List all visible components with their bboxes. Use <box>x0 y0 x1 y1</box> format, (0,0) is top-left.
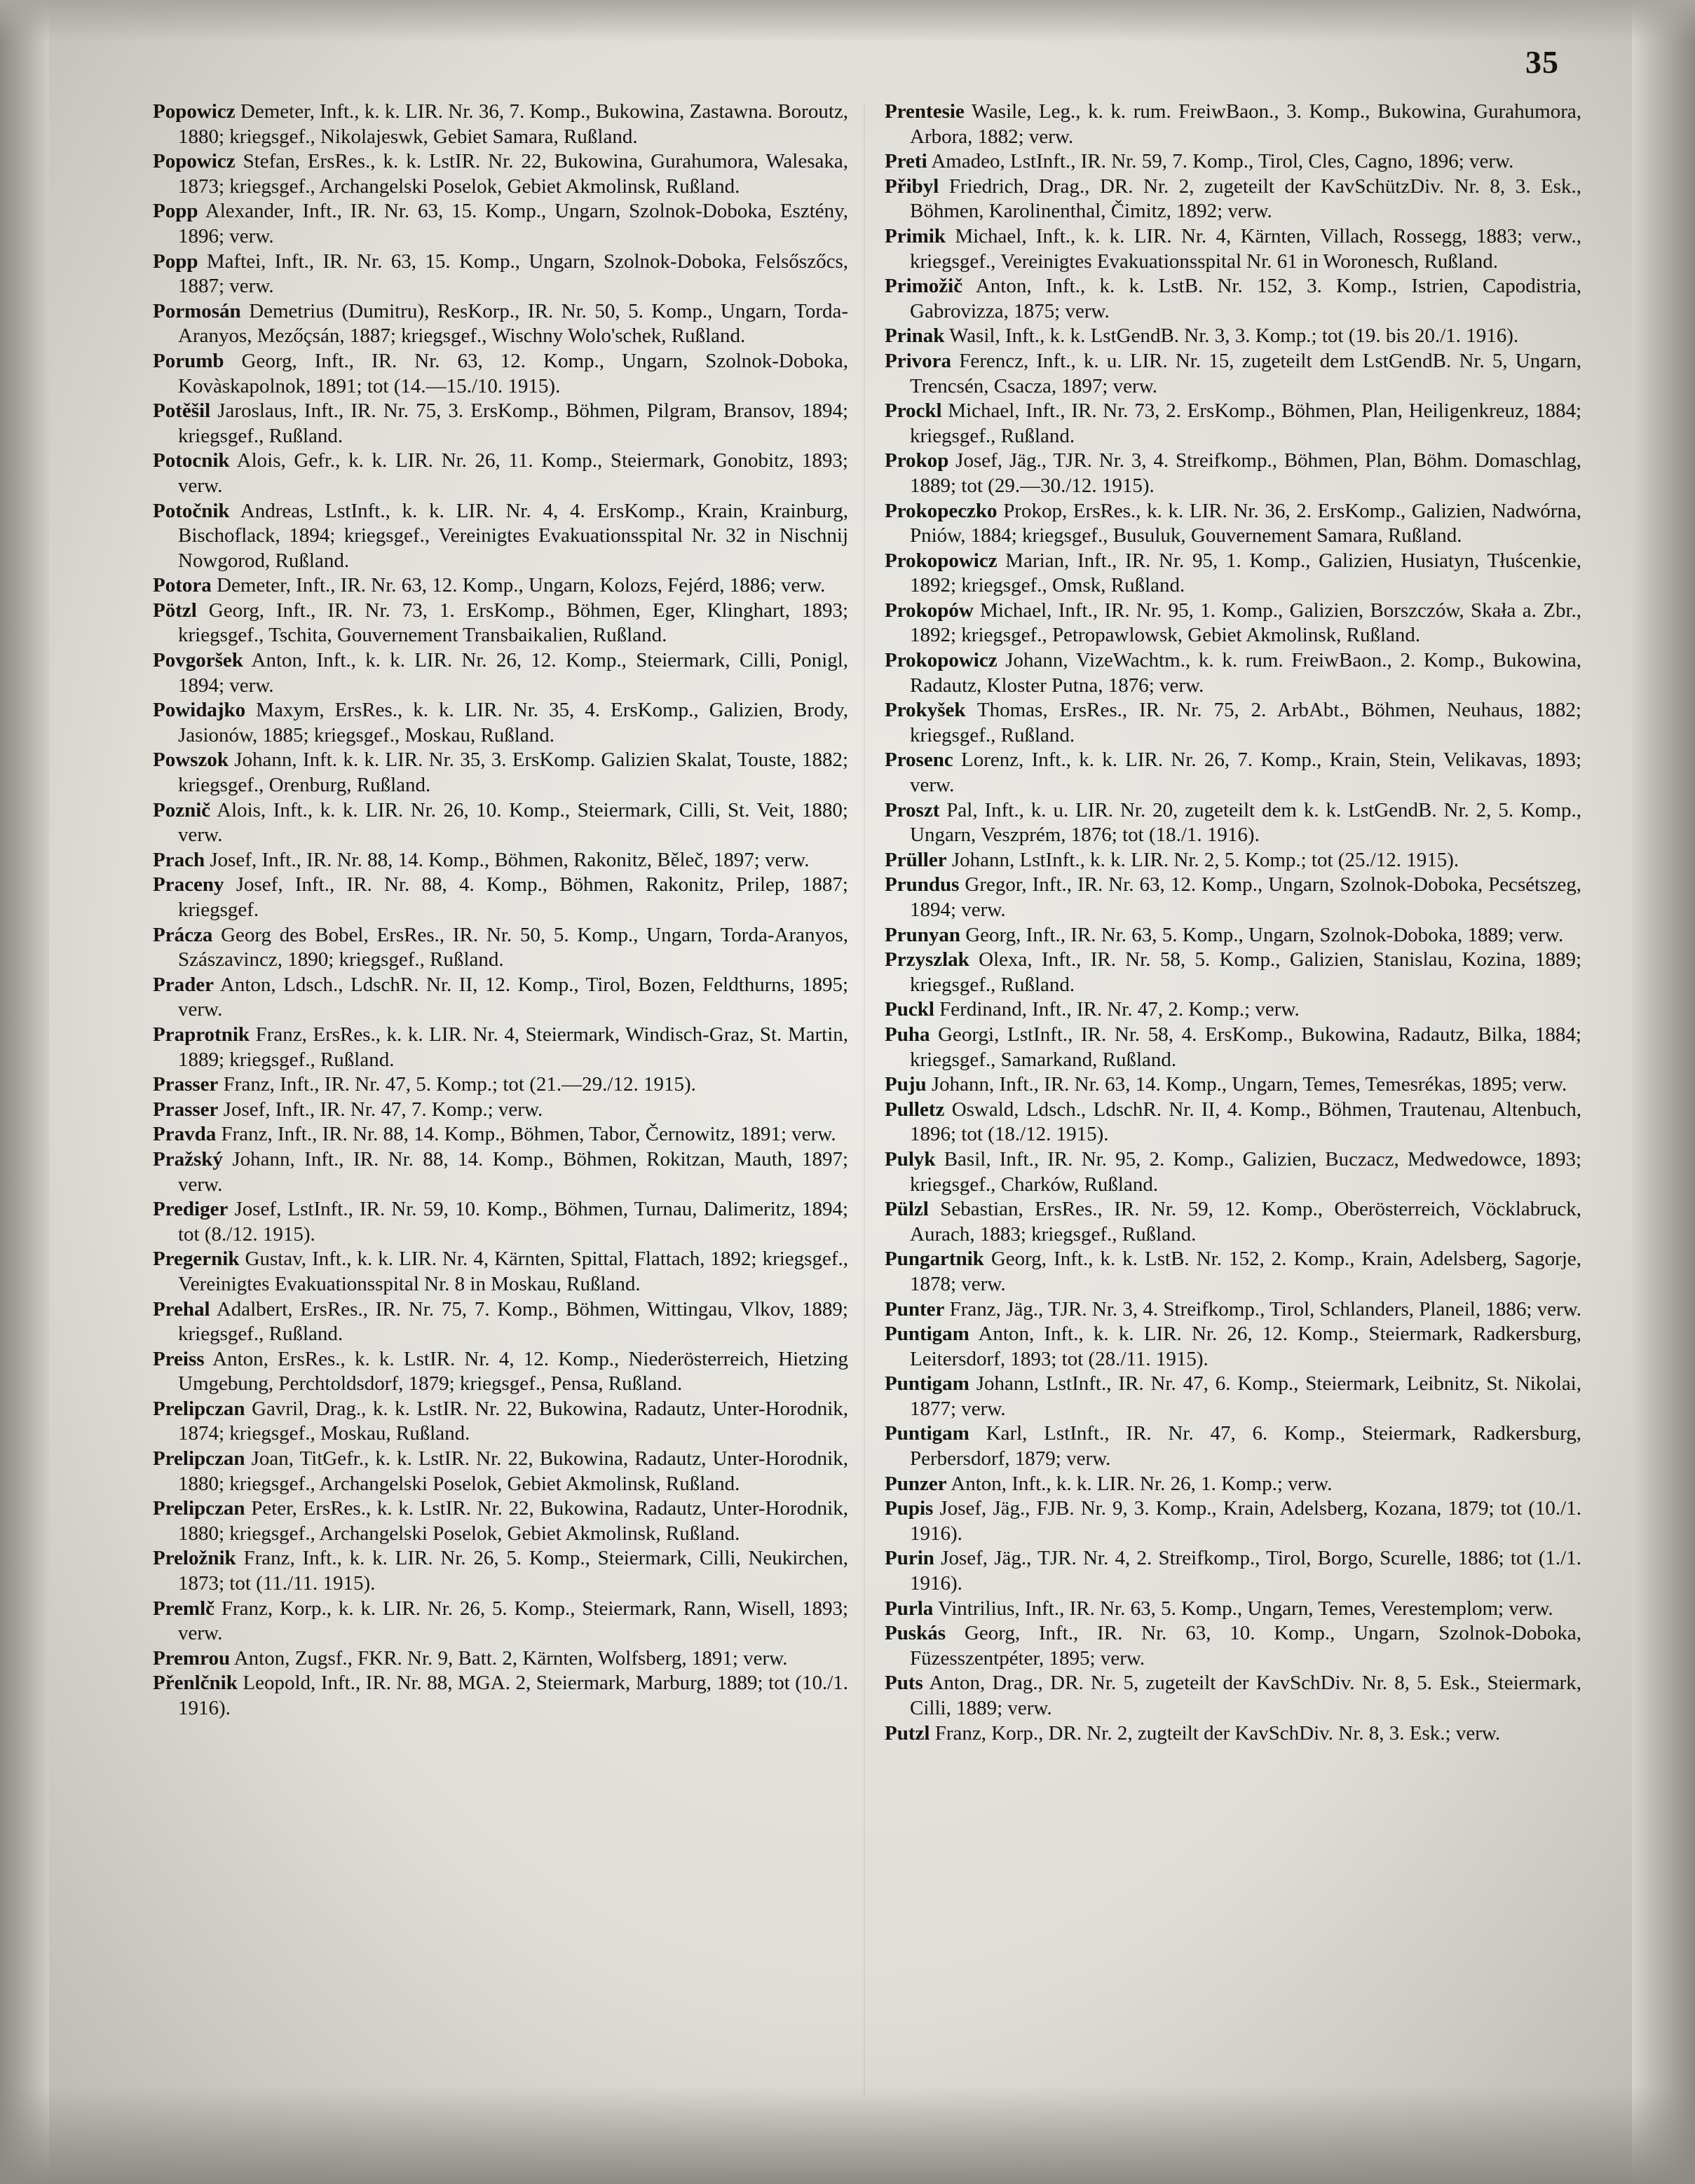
entry-details: Marian, Inft., IR. Nr. 95, 1. Komp., Galizien, Husiatyn, Tłuścenkie, 1892; kriegsgef., Omsk, Rußland. <box>910 549 1581 597</box>
register-entry <box>885 274 1581 324</box>
register-entry <box>153 399 848 449</box>
entry-surname: Popowicz <box>153 150 236 173</box>
register-entry <box>153 648 848 698</box>
entry-surname: Praceny <box>153 873 224 896</box>
entry-surname: Puntigam <box>885 1422 969 1445</box>
register-entry <box>153 748 848 798</box>
entry-surname: Privora <box>885 349 952 372</box>
register-entry <box>153 100 848 149</box>
entry-details: Demetrius (Dumitru), ResKorp., IR. Nr. 50, 5. Komp., Ungarn, Torda-Aranyos, Mezőçsán, 1887; kriegsgef., Wischny Wolo'schek, Rußland. <box>178 299 849 348</box>
entry-details: Pal, Inft., k. u. LIR. Nr. 20, zugeteilt dem k. k. LstGendB. Nr. 2, 5. Komp., Ungarn, Veszprém, 1876; tot (18./1. 1916). <box>910 798 1581 847</box>
register-entry <box>885 1597 1581 1622</box>
entry-details: Josef, Jäg., FJB. Nr. 9, 3. Komp., Krain, Adelsberg, Kozana, 1879; tot (10./1. 1916). <box>910 1497 1581 1545</box>
entry-surname: Pungartnik <box>885 1248 984 1271</box>
register-entry <box>885 873 1581 922</box>
entry-surname: Prockl <box>885 400 942 423</box>
register-entry <box>885 100 1581 149</box>
register-entry <box>153 1397 848 1447</box>
entry-surname: Prelipczan <box>153 1497 245 1520</box>
entry-surname: Puckl <box>885 998 934 1021</box>
entry-details: Ferdinand, Inft., IR. Nr. 47, 2. Komp.; verw. <box>939 998 1300 1021</box>
entry-surname: Potěšil <box>153 400 211 423</box>
entry-details: Maftei, Inft., IR. Nr. 63, 15. Komp., Ungarn, Szolnok-Doboka, Felsőszőcs, 1887; verw. <box>178 250 848 298</box>
entry-details: Alois, Gefr., k. k. LIR. Nr. 26, 11. Komp., Steiermark, Gonobitz, 1893; verw. <box>178 449 848 497</box>
entry-surname: Porumb <box>153 349 224 372</box>
entry-details: Peter, ErsRes., k. k. LstIR. Nr. 22, Bukowina, Radautz, Unter-Horodnik, 1880; kriegsgef., Archangelski Poselok, Gebiet Akmolinsk, Rußland. <box>178 1497 848 1545</box>
register-entry <box>885 499 1581 549</box>
entry-details: Leopold, Inft., IR. Nr. 88, MGA. 2, Steiermark, Marburg, 1889; tot (10./1. 1916). <box>178 1672 849 1719</box>
entry-details: Demeter, Inft., k. k. LIR. Nr. 36, 7. Komp., Bukowina, Zastawna. Boroutz, 1880; kriegsgef., Nikolajeswk, Gebiet Samara, Rußland. <box>178 100 848 148</box>
register-entry <box>885 324 1581 349</box>
register-entry <box>885 1496 1581 1546</box>
page-shadow-right <box>1632 0 1695 2184</box>
entry-details: Vintrilius, Inft., IR. Nr. 63, 5. Komp., Ungarn, Temes, Verestemplom; verw. <box>938 1597 1553 1620</box>
entry-details: Wasil, Inft., k. k. LstGendB. Nr. 3, 3. Komp.; tot (19. bis 20./1. 1916). <box>949 325 1519 348</box>
entry-surname: Pražský <box>153 1147 223 1171</box>
register-entry <box>885 224 1581 274</box>
register-entry <box>153 873 848 922</box>
entry-surname: Popowicz <box>153 100 236 123</box>
entry-surname: Purin <box>885 1547 934 1570</box>
entry-surname: Přibyl <box>885 175 939 198</box>
register-entry <box>153 1023 848 1072</box>
entry-details: Alois, Inft., k. k. LIR. Nr. 26, 10. Komp., Steiermark, Cilli, St. Veit, 1880; verw. <box>178 798 848 847</box>
entry-surname: Punzer <box>885 1472 947 1495</box>
entry-details: Franz, Inft., IR. Nr. 88, 14. Komp., Böhmen, Tabor, Černowitz, 1891; verw. <box>221 1123 836 1146</box>
entry-surname: Putzl <box>885 1721 930 1745</box>
register-entry <box>153 149 848 199</box>
entry-details: Franz, Inft., IR. Nr. 47, 5. Komp.; tot (21.—29./12. 1915). <box>223 1073 696 1096</box>
entry-surname: Prüller <box>885 848 947 871</box>
register-entry <box>153 599 848 648</box>
register-entry <box>885 1023 1581 1072</box>
register-entry <box>153 1671 848 1721</box>
entry-surname: Puskás <box>885 1622 946 1645</box>
page-number: 35 <box>1525 44 1559 80</box>
register-entry <box>885 698 1581 748</box>
entry-surname: Prokopeczko <box>885 499 998 522</box>
entry-surname: Prokop <box>885 449 949 472</box>
entry-surname: Prokopowicz <box>885 649 998 672</box>
register-entry <box>153 199 848 249</box>
entry-details: Anton, Inft., k. k. LIR. Nr. 26, 1. Komp.; verw. <box>951 1472 1333 1495</box>
entry-surname: Pülzl <box>885 1198 929 1221</box>
register-entry <box>153 1122 848 1147</box>
register-entry <box>885 1147 1581 1197</box>
entry-details: Anton, Drag., DR. Nr. 5, zugeteilt der KavSchDiv. Nr. 8, 5. Esk., Steiermark, Cilli, 1889; verw. <box>910 1672 1581 1719</box>
entry-surname: Pötzl <box>153 599 197 622</box>
entry-details: Franz, Korp., k. k. LIR. Nr. 26, 5. Komp., Steiermark, Rann, Wisell, 1893; verw. <box>178 1597 849 1645</box>
entry-surname: Puts <box>885 1672 923 1695</box>
entry-surname: Prokyšek <box>885 699 966 722</box>
entry-surname: Prach <box>153 848 205 871</box>
register-entry <box>153 1347 848 1397</box>
register-entry <box>885 1297 1581 1323</box>
entry-surname: Purla <box>885 1597 934 1620</box>
entry-surname: Povgoršek <box>153 649 243 672</box>
register-entry <box>153 1597 848 1646</box>
entry-details: Friedrich, Drag., DR. Nr. 2, zugeteilt der KavSchützDiv. Nr. 8, 3. Esk., Böhmen, Karolinenthal, Čimitz, 1892; verw. <box>910 175 1581 223</box>
entry-details: Olexa, Inft., IR. Nr. 58, 5. Komp., Galizien, Stanislau, Kozina, 1889; kriegsgef., Rußland. <box>910 948 1581 996</box>
entry-surname: Popp <box>153 200 198 223</box>
register-entry <box>885 175 1581 224</box>
register-entry <box>885 1621 1581 1671</box>
entry-details: Maxym, ErsRes., k. k. LIR. Nr. 35, 4. ErsKomp., Galizien, Brody, Jasionów, 1885; kriegsgef., Moskau, Rußland. <box>178 699 849 746</box>
register-entry <box>153 1098 848 1123</box>
register-entry <box>153 449 848 498</box>
entry-details: Michael, Inft., k. k. LIR. Nr. 4, Kärnten, Villach, Rossegg, 1883; verw., kriegsgef., Vereinigtes Evakuationsspital Nr. 61 in Woronesch, Rußland. <box>910 224 1581 273</box>
entry-surname: Pormosán <box>153 299 241 322</box>
entry-surname: Praprotnik <box>153 1023 250 1046</box>
entry-details: Lorenz, Inft., k. k. LIR. Nr. 26, 7. Komp., Krain, Stein, Velikavas, 1893; verw. <box>910 749 1582 797</box>
register-entry <box>153 250 848 299</box>
entry-details: Johann, Inft., IR. Nr. 88, 14. Komp., Böhmen, Rokitzan, Mauth, 1897; verw. <box>178 1147 849 1196</box>
entry-details: Anton, Zugsf., FKR. Nr. 9, Batt. 2, Kärnten, Wolfsberg, 1891; verw. <box>233 1646 788 1670</box>
entry-surname: Punter <box>885 1297 945 1320</box>
entry-details: Anton, Inft., k. k. LIR. Nr. 26, 12. Komp., Steiermark, Radkersburg, Leitersdorf, 1893; tot (28./11. 1915). <box>910 1323 1581 1370</box>
register-entry <box>885 399 1581 449</box>
entry-details: Franz, Korp., DR. Nr. 2, zugteilt der KavSchDiv. Nr. 8, 3. Esk.; verw. <box>934 1721 1501 1745</box>
page-shadow-left <box>0 0 49 2184</box>
entry-details: Michael, Inft., IR. Nr. 95, 1. Komp., Galizien, Borszczów, Skała a. Zbr., 1892; kriegsgef., Petropawlowsk, Gebiet Akmolinsk, Rußland. <box>910 599 1581 647</box>
entry-surname: Preti <box>885 150 927 173</box>
entry-surname: Prehal <box>153 1297 210 1320</box>
left-column <box>153 100 848 1721</box>
register-entry <box>885 1372 1581 1421</box>
entry-surname: Preiss <box>153 1347 205 1370</box>
entry-surname: Przyszlak <box>885 948 969 971</box>
page-shadow-bottom <box>0 2086 1695 2184</box>
entry-surname: Puntigam <box>885 1323 969 1346</box>
entry-details: Georg, Inft., IR. Nr. 63, 12. Komp., Ungarn, Szolnok-Doboka, Kovàskapolnok, 1891; tot (14.—15./10. 1915). <box>178 349 849 397</box>
register-entry <box>153 1147 848 1197</box>
register-entry <box>885 449 1581 498</box>
entry-surname: Pregernik <box>153 1248 240 1271</box>
entry-details: Josef, Inft., IR. Nr. 47, 7. Komp.; verw. <box>223 1098 543 1121</box>
entry-surname: Primik <box>885 224 946 247</box>
entry-surname: Powidajko <box>153 699 246 722</box>
entry-details: Prokop, ErsRes., k. k. LIR. Nr. 36, 2. ErsKomp., Galizien, Nadwórna, Pniów, 1884; kriegsgef., Busuluk, Gouvernement Samara, Rußland. <box>910 499 1581 547</box>
register-entry <box>885 798 1581 848</box>
entry-surname: Prácza <box>153 923 213 946</box>
entry-surname: Prelipczan <box>153 1447 245 1470</box>
entry-surname: Powszok <box>153 749 229 772</box>
entry-surname: Pulyk <box>885 1147 936 1171</box>
entry-surname: Prokopów <box>885 599 974 622</box>
entry-surname: Prasser <box>153 1098 219 1121</box>
register-entry <box>153 923 848 973</box>
entry-details: Andreas, LstInft., k. k. LIR. Nr. 4, 4. ErsKomp., Krain, Krainburg, Bischoflack, 1894; kriegsgef., Vereinigtes Evakuationsspital Nr. 32 in Nischnij Nowgorod, Rußland. <box>178 499 848 572</box>
entry-details: Johann, LstInft., k. k. LIR. Nr. 2, 5. Komp.; tot (25./12. 1915). <box>951 848 1459 871</box>
register-entry <box>885 997 1581 1023</box>
register-entry <box>153 1247 848 1297</box>
entry-details: Josef, Inft., IR. Nr. 88, 4. Komp., Böhmen, Rakonitz, Prilep, 1887; kriegsgef. <box>178 873 848 921</box>
entry-details: Josef, Jäg., TJR. Nr. 3, 4. Streifkomp., Böhmen, Plan, Böhm. Domaschlag, 1889; tot (29.—30./12. 1915). <box>910 449 1582 497</box>
register-entry <box>153 573 848 599</box>
entry-details: Georg, Inft., IR. Nr. 63, 5. Komp., Ungarn, Szolnok-Doboka, 1889; verw. <box>965 923 1564 946</box>
entry-details: Joan, TitGefr., k. k. LstIR. Nr. 22, Bukowina, Radautz, Unter-Horodnik, 1880; kriegsgef., Archangelski Poselok, Gebiet Akmolinsk, Rußland. <box>178 1447 848 1495</box>
register-entry <box>153 1496 848 1546</box>
column-gutter <box>864 105 865 2096</box>
entry-surname: Prunyan <box>885 923 960 946</box>
entry-details: Sebastian, ErsRes., IR. Nr. 59, 12. Komp., Oberösterreich, Vöcklabruck, Aurach, 1883; kriegsgef., Rußland. <box>910 1198 1581 1245</box>
entry-details: Georg des Bobel, ErsRes., IR. Nr. 50, 5. Komp., Ungarn, Torda-Aranyos, Szászavincz, 1890; kriegsgef., Rußland. <box>178 923 849 971</box>
register-entry <box>153 1646 848 1672</box>
entry-surname: Premrou <box>153 1646 231 1670</box>
register-entry <box>885 1098 1581 1147</box>
register-entry <box>153 1546 848 1596</box>
register-entry <box>885 149 1581 175</box>
entry-surname: Prader <box>153 973 214 996</box>
entry-surname: Puju <box>885 1073 927 1096</box>
entry-surname: Premlč <box>153 1597 215 1620</box>
register-entry <box>153 698 848 748</box>
entry-surname: Pravda <box>153 1123 217 1146</box>
entry-details: Josef, LstInft., IR. Nr. 59, 10. Komp., Böhmen, Turnau, Dalimeritz, 1894; tot (8./12. 1915). <box>178 1198 849 1245</box>
entry-details: Karl, LstInft., IR. Nr. 47, 6. Komp., Steiermark, Radkersburg, Perbersdorf, 1879; verw. <box>910 1422 1582 1470</box>
entry-details: Alexander, Inft., IR. Nr. 63, 15. Komp., Ungarn, Szolnok-Doboka, Esztény, 1896; verw. <box>178 200 848 247</box>
entry-details: Johann, Inft. k. k. LIR. Nr. 35, 3. ErsKomp. Galizien Skalat, Touste, 1882; kriegsgef., Orenburg, Rußland. <box>178 749 848 797</box>
entry-surname: Prokopowicz <box>885 549 998 572</box>
entry-details: Demeter, Inft., IR. Nr. 63, 12. Komp., Ungarn, Kolozs, Fejérd, 1886; verw. <box>217 574 826 597</box>
entry-details: Georg, Inft., IR. Nr. 63, 10. Komp., Ungarn, Szolnok-Doboka, Füzesszentpéter, 1895; verw. <box>910 1622 1582 1670</box>
entry-surname: Potocnik <box>153 449 230 472</box>
entry-details: Anton, ErsRes., k. k. LstIR. Nr. 4, 12. Komp., Niederösterreich, Hietzing Umgebung, Perchtoldsdorf, 1879; kriegsgef., Pensa, Rußland. <box>178 1347 848 1395</box>
entry-details: Wasile, Leg., k. k. rum. FreiwBaon., 3. Komp., Bukowina, Gurahumora, Arbora, 1882; verw. <box>910 100 1581 148</box>
register-entry <box>885 1546 1581 1596</box>
entry-surname: Puntigam <box>885 1372 969 1395</box>
entry-details: Amadeo, LstInft., IR. Nr. 59, 7. Komp., Tirol, Cles, Cagno, 1896; verw. <box>931 150 1514 173</box>
entry-surname: Prelipczan <box>153 1397 245 1420</box>
entry-surname: Přenlčnik <box>153 1672 238 1695</box>
register-entry <box>153 798 848 848</box>
entry-details: Georg, Inft., IR. Nr. 73, 1. ErsKomp., Böhmen, Eger, Klinghart, 1893; kriegsgef., Tschita, Gouvernement Transbaikalien, Rußland. <box>178 599 848 647</box>
entry-details: Anton, Inft., k. k. LstB. Nr. 152, 3. Komp., Istrien, Capodistria, Gabrovizza, 1875; verw. <box>910 275 1582 322</box>
register-entry <box>153 1297 848 1347</box>
entry-details: Georg, Inft., k. k. LstB. Nr. 152, 2. Komp., Krain, Adelsberg, Sagorje, 1878; verw. <box>910 1248 1581 1295</box>
entry-surname: Proszt <box>885 798 940 821</box>
register-entry <box>885 599 1581 648</box>
register-entry <box>885 1247 1581 1297</box>
entry-details: Ferencz, Inft., k. u. LIR. Nr. 15, zugeteilt dem LstGendB. Nr. 5, Ungarn, Trencsén, Csacza, 1897; verw. <box>910 349 1581 397</box>
entry-details: Johann, Inft., IR. Nr. 63, 14. Komp., Ungarn, Temes, Temesrékas, 1895; verw. <box>931 1073 1567 1096</box>
entry-surname: Preložnik <box>153 1547 236 1570</box>
register-entry <box>885 549 1581 599</box>
entry-surname: Prediger <box>153 1198 229 1221</box>
entry-details: Franz, ErsRes., k. k. LIR. Nr. 4, Steiermark, Windisch-Graz, St. Martin, 1889; kriegsgef., Rußland. <box>178 1023 849 1071</box>
entry-details: Michael, Inft., IR. Nr. 73, 2. ErsKomp., Böhmen, Plan, Heiligenkreuz, 1884; kriegsgef., Rußland. <box>910 400 1582 447</box>
entry-surname: Pupis <box>885 1497 934 1520</box>
entry-details: Josef, Jäg., TJR. Nr. 4, 2. Streifkomp., Tirol, Borgo, Scurelle, 1886; tot (1./1. 1916). <box>910 1547 1581 1595</box>
register-entry <box>153 299 848 349</box>
entry-surname: Prundus <box>885 873 960 896</box>
entry-surname: Potočnik <box>153 499 230 522</box>
register-entry <box>885 1671 1581 1721</box>
page-shadow-top <box>0 0 1695 42</box>
entry-surname: Pulletz <box>885 1098 945 1121</box>
register-entry <box>885 1421 1581 1471</box>
entry-details: Stefan, ErsRes., k. k. LstIR. Nr. 22, Bukowina, Gurahumora, Walesaka, 1873; kriegsgef., Archangelski Poselok, Gebiet Akmolinsk, Rußland. <box>178 150 849 198</box>
entry-details: Franz, Jäg., TJR. Nr. 3, 4. Streifkomp., Tirol, Schlanders, Planeil, 1886; verw. <box>949 1297 1581 1320</box>
register-entry <box>153 1197 848 1247</box>
entry-surname: Potora <box>153 574 212 597</box>
right-column <box>885 100 1581 1746</box>
entry-details: Anton, Inft., k. k. LIR. Nr. 26, 12. Komp., Steiermark, Cilli, Ponigl, 1894; verw. <box>178 649 848 697</box>
register-entry <box>885 349 1581 399</box>
entry-surname: Puha <box>885 1023 930 1046</box>
entry-details: Thomas, ErsRes., IR. Nr. 75, 2. ArbAbt., Böhmen, Neuhaus, 1882; kriegsgef., Rußland. <box>910 699 1581 746</box>
register-entry <box>885 648 1581 698</box>
entry-surname: Prasser <box>153 1073 219 1096</box>
entry-surname: Popp <box>153 250 198 273</box>
register-entry <box>153 848 848 873</box>
register-entry <box>885 1197 1581 1247</box>
register-entry <box>885 1721 1581 1747</box>
entry-details: Gustav, Inft., k. k. LIR. Nr. 4, Kärnten, Spittal, Flattach, 1892; kriegsgef., Vereinigtes Evakuationsspital Nr. 8 in Moskau, Rußland. <box>178 1248 848 1295</box>
entry-details: Gavril, Drag., k. k. LstIR. Nr. 22, Bukowina, Radautz, Unter-Horodnik, 1874; kriegsgef., Moskau, Rußland. <box>178 1397 849 1445</box>
register-entry <box>885 1072 1581 1098</box>
register-entry <box>885 848 1581 873</box>
entry-details: Gregor, Inft., IR. Nr. 63, 12. Komp., Ungarn, Szolnok-Doboka, Pecsétszeg, 1894; verw. <box>910 873 1581 921</box>
entry-surname: Poznič <box>153 798 211 821</box>
entry-details: Georgi, LstInft., IR. Nr. 58, 4. ErsKomp., Bukowina, Radautz, Bilka, 1884; kriegsgef., Samarkand, Rußland. <box>910 1023 1581 1071</box>
entry-details: Jaroslaus, Inft., IR. Nr. 75, 3. ErsKomp., Böhmen, Pilgram, Bransov, 1894; kriegsgef., Rußland. <box>178 400 849 447</box>
register-entry <box>153 349 848 399</box>
entry-details: Adalbert, ErsRes., IR. Nr. 75, 7. Komp., Böhmen, Wittingau, Vlkov, 1889; kriegsgef., Rußland. <box>178 1297 848 1346</box>
register-entry <box>153 1447 848 1496</box>
entry-details: Josef, Inft., IR. Nr. 88, 14. Komp., Böhmen, Rakonitz, Běleč, 1897; verw. <box>210 848 810 871</box>
entry-surname: Prinak <box>885 325 945 348</box>
entry-surname: Prentesie <box>885 100 965 123</box>
entry-surname: Primožič <box>885 275 963 298</box>
entry-details: Basil, Inft., IR. Nr. 95, 2. Komp., Galizien, Buczacz, Medwedowce, 1893; kriegsgef., Charków, Rußland. <box>910 1147 1581 1196</box>
register-entry <box>153 973 848 1023</box>
register-entry <box>885 1472 1581 1497</box>
register-entry <box>885 923 1581 948</box>
register-entry <box>885 948 1581 997</box>
entry-surname: Prosenc <box>885 749 953 772</box>
entry-details: Johann, LstInft., IR. Nr. 47, 6. Komp., Steiermark, Leibnitz, St. Nikolai, 1877; verw. <box>910 1372 1581 1420</box>
register-entry <box>885 748 1581 798</box>
register-entry <box>885 1322 1581 1372</box>
entry-details: Johann, VizeWachtm., k. k. rum. FreiwBaon., 2. Komp., Bukowina, Radautz, Kloster Putna, 1876; verw. <box>910 649 1582 697</box>
register-entry <box>153 1072 848 1098</box>
register-entry <box>153 499 848 574</box>
entry-details: Oswald, Ldsch., LdschR. Nr. II, 4. Komp., Böhmen, Trautenau, Altenbuch, 1896; tot (18./12. 1915). <box>910 1098 1582 1146</box>
entry-details: Franz, Inft., k. k. LIR. Nr. 26, 5. Komp., Steiermark, Cilli, Neukirchen, 1873; tot (11./11. 1915). <box>178 1547 849 1595</box>
entry-details: Anton, Ldsch., LdschR. Nr. II, 12. Komp., Tirol, Bozen, Feldthurns, 1895; verw. <box>178 973 849 1021</box>
